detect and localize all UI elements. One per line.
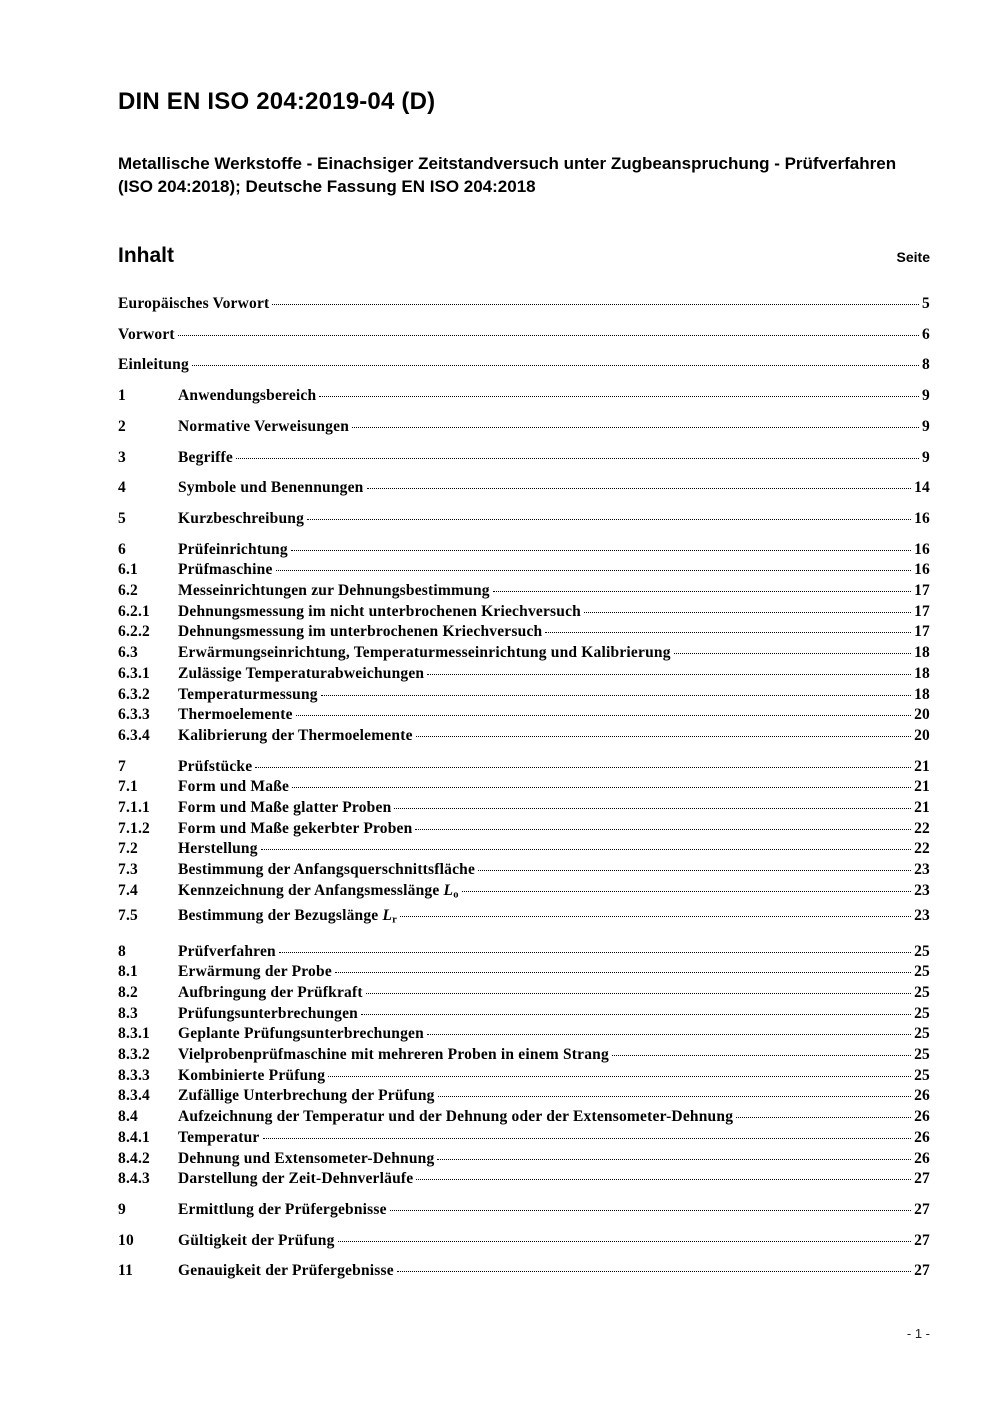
toc-entry-page: 26 (914, 1108, 930, 1126)
toc-entry-number: 8.3 (118, 1004, 138, 1022)
toc-entry-title: Genauigkeit der Prüfergebnisse (178, 1262, 394, 1280)
toc-dot-leader (416, 736, 911, 737)
toc-dot-leader (352, 427, 919, 428)
toc-entry (118, 726, 930, 747)
toc-dot-leader (296, 715, 911, 716)
toc-entry-page: 25 (914, 1046, 930, 1064)
toc-dot-leader (545, 632, 911, 633)
toc-entry-number: 7.4 (118, 881, 138, 899)
toc-entry-title: Zufällige Unterbrechung der Prüfung (178, 1087, 435, 1105)
toc-entry-page: 17 (914, 623, 930, 641)
toc-entry-title: Bestimmung der Bezugslänge $L_r$ (178, 907, 398, 926)
toc-entry-title: Europäisches Vorwort (118, 295, 270, 312)
toc-entry-title: Kombinierte Prüfung (178, 1066, 326, 1084)
toc-entry-title: Symbole und Benennungen (178, 479, 364, 497)
toc-entry-title: Dehnung und Extensometer-Dehnung (178, 1149, 435, 1167)
toc-entry-title: Prüfeinrichtung (178, 540, 288, 558)
toc-dot-leader (338, 1241, 912, 1242)
toc-entry (118, 1107, 930, 1128)
toc-entry (118, 962, 930, 983)
toc-entry-page: 5 (922, 295, 930, 312)
toc-entry-title: Form und Maße (178, 778, 290, 796)
toc-entry-page: 26 (914, 1128, 930, 1146)
toc-entry (118, 417, 930, 438)
toc-entry-page: 27 (914, 1170, 930, 1188)
toc-entry-page: 23 (914, 881, 930, 899)
toc-entry (118, 798, 930, 819)
toc-entry-number: 8.4.1 (118, 1128, 150, 1146)
toc-entry (118, 581, 930, 602)
toc-entry-number: 8.4.2 (118, 1149, 150, 1167)
toc-entry-page: 17 (914, 602, 930, 620)
toc-entry-title: Herstellung (178, 840, 258, 858)
toc-entry-title: Zulässige Temperaturabweichungen (178, 664, 425, 682)
toc-entry-page: 23 (914, 861, 930, 879)
toc-dot-leader (328, 1076, 911, 1077)
toc-entry-title: Messeinrichtungen zur Dehnungsbestimmung (178, 582, 490, 600)
toc-entry-title: Kalibrierung der Thermoelemente (178, 726, 413, 744)
doc-title: Metallische Werkstoffe - Einachsiger Zeitstandversuch unter Zugbeanspruchung - Prüfverfahren (ISO 204:2018); Deutsche Fassung EN ISO 204:2018 (118, 154, 897, 196)
toc-entry-title: Kennzeichnung der Anfangsmesslänge $L_o$ (178, 881, 459, 901)
toc-entry-number: 8.3.4 (118, 1087, 150, 1105)
toc-entry-page: 16 (914, 561, 930, 579)
toc-entry-page: 20 (914, 726, 930, 744)
toc-entry-number: 8.2 (118, 983, 138, 1001)
toc-entry-number: 1 (118, 387, 126, 405)
toc-entry-title: Einleitung (118, 356, 189, 374)
toc-entry (118, 643, 930, 664)
toc-dot-leader (394, 808, 911, 809)
toc-dot-leader (279, 952, 911, 953)
toc-entry-page: 27 (914, 1231, 930, 1249)
toc-entry (118, 1169, 930, 1190)
toc-entry-title: Normative Verweisungen (178, 417, 350, 435)
toc-dot-leader (319, 396, 919, 397)
toc-entry-page: 21 (914, 778, 930, 796)
toc-dot-leader (612, 1055, 911, 1056)
toc-entry-title: Kurzbeschreibung (178, 509, 305, 527)
toc-entry-title: Vorwort (118, 325, 175, 343)
toc-entry-title: Form und Maße glatter Proben (178, 799, 392, 817)
toc-entry-number: 7.5 (118, 907, 138, 925)
toc-dot-leader (427, 674, 911, 675)
toc-entry (118, 1086, 930, 1107)
toc-entry-number: 7.1.1 (118, 799, 150, 817)
toc-entry (118, 906, 930, 931)
toc-entry (118, 1231, 930, 1252)
toc-dot-leader (263, 1138, 912, 1139)
toc-entry (118, 819, 930, 840)
doc-number-heading: DIN EN ISO 204:2019-04 (D) (118, 88, 436, 115)
toc-entry-page: 22 (914, 819, 930, 837)
toc-dot-leader (462, 891, 911, 892)
toc-entry-number: 8.4 (118, 1108, 138, 1126)
toc-entry-page: 17 (914, 582, 930, 600)
toc-entry-number: 2 (118, 417, 126, 435)
toc-entry-number: 8.4.3 (118, 1170, 150, 1188)
toc-dot-leader (367, 488, 912, 489)
toc-entry-number: 5 (118, 509, 126, 527)
toc-entry-title: Erwärmungseinrichtung, Temperaturmesseinrichtung und Kalibrierung (178, 644, 671, 662)
toc-dot-leader (255, 767, 911, 768)
toc-entry-title: Dehnungsmessung im unterbrochenen Kriechversuch (178, 623, 543, 641)
toc-entry (118, 560, 930, 581)
toc-dot-leader (192, 365, 919, 366)
toc-entry-page: 9 (922, 448, 930, 466)
toc-dot-leader (438, 1096, 912, 1097)
toc-dot-leader (493, 591, 911, 592)
toc-entry-page: 14 (914, 479, 930, 497)
toc-entry-page: 18 (914, 685, 930, 703)
toc-entry-page: 16 (914, 509, 930, 527)
toc-entry (118, 881, 930, 906)
toc-heading: Inhalt (118, 244, 174, 267)
toc-entry-number: 8 (118, 942, 126, 960)
toc-dot-leader (272, 304, 919, 305)
toc-entry-title: Darstellung der Zeit-Dehnverläufe (178, 1170, 414, 1188)
page-number-footer: - 1 - (906, 1326, 930, 1341)
toc-entry-page: 25 (914, 1066, 930, 1084)
toc-entry-title: Bestimmung der Anfangsquerschnittsfläche (178, 861, 476, 879)
toc-entry-title: Anwendungsbereich (178, 387, 317, 405)
toc-entry-number: 6 (118, 540, 126, 558)
toc-entry-number: 8.3.3 (118, 1066, 150, 1084)
toc-entry-number: 6.3 (118, 644, 138, 662)
toc-entry-title: Geplante Prüfungsunterbrechungen (178, 1025, 424, 1043)
toc-header (118, 244, 930, 268)
toc-entry-page: 25 (914, 1004, 930, 1022)
toc-dot-leader (427, 1034, 911, 1035)
toc-entry-number: 3 (118, 448, 126, 466)
toc-entry-title: Prüfstücke (178, 757, 253, 775)
toc-entry (118, 386, 930, 407)
toc-entry (118, 509, 930, 530)
toc-entry-number: 6.3.2 (118, 685, 150, 703)
toc-dot-leader (178, 335, 919, 336)
toc-entry-number: 9 (118, 1200, 126, 1218)
toc-entry-number: 4 (118, 479, 126, 497)
toc-entry-page: 9 (922, 417, 930, 435)
toc-entry-page: 23 (914, 907, 930, 925)
toc-entry-title: Vielprobenprüfmaschine mit mehreren Proben in einem Strang (178, 1046, 609, 1064)
toc-dot-leader (397, 1271, 911, 1272)
toc-dot-leader (736, 1117, 911, 1118)
toc-dot-leader (261, 849, 911, 850)
toc-entry (118, 325, 930, 346)
toc-entry (118, 622, 930, 643)
toc-dot-leader (335, 972, 911, 973)
toc-entry-title: Aufbringung der Prüfkraft (178, 983, 363, 1001)
toc-entry-page: 27 (914, 1200, 930, 1218)
toc-entry-title: Begriffe (178, 448, 233, 466)
toc-entry-page: 25 (914, 983, 930, 1001)
toc-entry-title: Aufzeichnung der Temperatur und der Dehnung oder der Extensometer-Dehnung (178, 1108, 734, 1126)
toc-entry-number: 10 (118, 1231, 134, 1249)
toc-entry (118, 1066, 930, 1087)
toc-entry-page: 25 (914, 942, 930, 960)
toc-entry-page: 22 (914, 840, 930, 858)
toc-entry (118, 294, 930, 315)
toc-entry (118, 685, 930, 706)
page-column-label: Seite (896, 249, 930, 265)
toc-entry-page: 21 (914, 757, 930, 775)
toc-entry-number: 7.1 (118, 778, 138, 796)
toc-entry (118, 448, 930, 469)
toc-entry-page: 25 (914, 963, 930, 981)
toc-entry-number: 7 (118, 757, 126, 775)
toc-entry-page: 20 (914, 706, 930, 724)
toc-entry (118, 355, 930, 376)
toc-dot-leader (366, 993, 911, 994)
toc-dot-leader (478, 870, 911, 871)
toc-dot-leader (584, 612, 911, 613)
toc-entry-number: 7.1.2 (118, 819, 150, 837)
toc-entry (118, 860, 930, 881)
toc-entry-page: 21 (914, 799, 930, 817)
toc-entry (118, 983, 930, 1004)
toc-entry-title: Temperatur (178, 1128, 260, 1146)
toc-entry (118, 1045, 930, 1066)
toc-entry (118, 1024, 930, 1045)
toc-entry-title: Thermoelemente (178, 706, 293, 724)
toc-dot-leader (236, 458, 919, 459)
toc-dot-leader (400, 916, 911, 917)
toc-entry-page: 25 (914, 1025, 930, 1043)
toc-entry-title: Form und Maße gekerbter Proben (178, 819, 413, 837)
toc-entry (118, 1261, 930, 1282)
toc-entry-number: 6.2.2 (118, 623, 150, 641)
toc-entry-title: Gültigkeit der Prüfung (178, 1231, 335, 1249)
toc-entry-number: 8.1 (118, 963, 138, 981)
toc-entry-page: 16 (914, 540, 930, 558)
toc-entry (118, 602, 930, 623)
toc-dot-leader (321, 695, 911, 696)
toc-dot-leader (292, 787, 911, 788)
toc-dot-leader (361, 1014, 911, 1015)
toc-entry-page: 27 (914, 1262, 930, 1280)
toc-entry-page: 6 (922, 325, 930, 343)
toc-dot-leader (276, 570, 912, 571)
toc-entry-page: 26 (914, 1149, 930, 1167)
toc-entry (118, 757, 930, 778)
toc-entry-title: Prüfmaschine (178, 561, 273, 579)
toc-entry-number: 7.2 (118, 840, 138, 858)
toc-dot-leader (416, 1179, 911, 1180)
toc-entry (118, 942, 930, 963)
toc-entry-page: 18 (914, 644, 930, 662)
toc-entry (118, 1200, 930, 1221)
toc-dot-leader (674, 653, 911, 654)
toc-entry-number: 6.3.3 (118, 706, 150, 724)
toc-entry (118, 705, 930, 726)
toc-entry-number: 11 (118, 1262, 134, 1280)
toc-dot-leader (307, 519, 911, 520)
toc-entry-page: 18 (914, 664, 930, 682)
toc-entry (118, 478, 930, 499)
toc-entry-title: Dehnungsmessung im nicht unterbrochenen Kriechversuch (178, 602, 582, 620)
toc-entry (118, 839, 930, 860)
toc-entry-number: 6.3.1 (118, 664, 150, 682)
toc-entry (118, 1128, 930, 1149)
toc-entry-title: Prüfungsunterbrechungen (178, 1004, 359, 1022)
toc-entry (118, 540, 930, 561)
toc-dot-leader (415, 829, 911, 830)
toc-list (118, 294, 930, 1282)
toc-dot-leader (291, 550, 911, 551)
toc-entry-title: Prüfverfahren (178, 942, 276, 960)
toc-entry-page: 8 (922, 356, 930, 374)
toc-entry-number: 6.3.4 (118, 726, 150, 744)
toc-entry-title: Temperaturmessung (178, 685, 318, 703)
toc-entry-page: 26 (914, 1087, 930, 1105)
toc-entry-number: 6.1 (118, 561, 138, 579)
toc-dot-leader (437, 1159, 911, 1160)
toc-entry-number: 8.3.1 (118, 1025, 150, 1043)
toc-entry-title: Erwärmung der Probe (178, 963, 332, 981)
toc-entry-number: 7.3 (118, 861, 138, 879)
toc-dot-leader (390, 1210, 911, 1211)
toc-entry (118, 777, 930, 798)
toc-entry-number: 6.2 (118, 582, 138, 600)
toc-entry-page: 9 (922, 387, 930, 405)
toc-entry (118, 1004, 930, 1025)
toc-entry (118, 664, 930, 685)
toc-entry-title: Ermittlung der Prüfergebnisse (178, 1200, 387, 1218)
toc-entry-number: 8.3.2 (118, 1046, 150, 1064)
toc-entry (118, 1149, 930, 1170)
toc-entry-number: 6.2.1 (118, 602, 150, 620)
